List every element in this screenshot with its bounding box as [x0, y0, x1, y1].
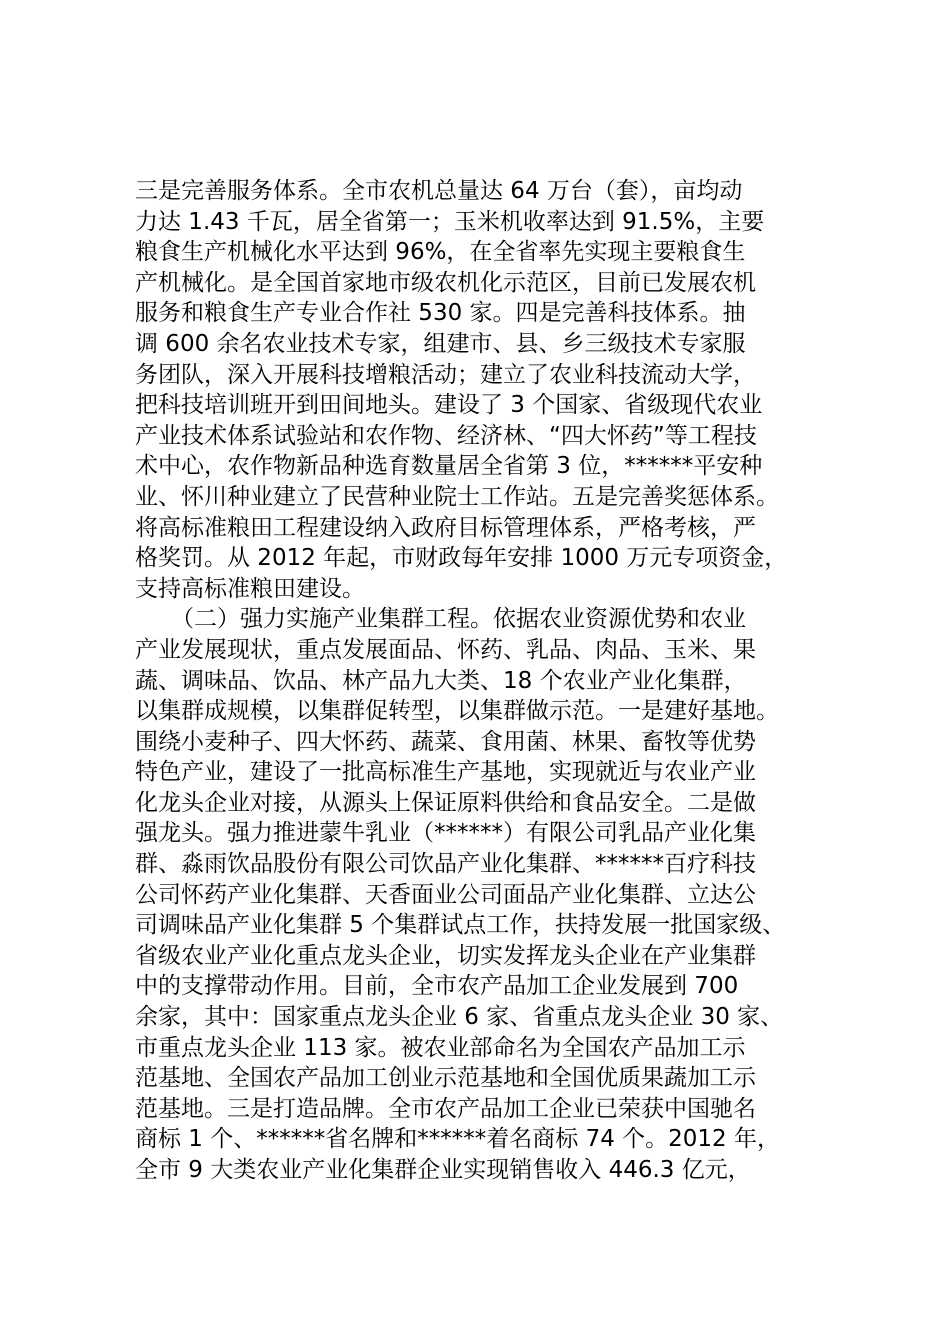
- text-line: 群、淼雨饮品股份有限公司饮品产业化集群、******百疗科技: [135, 851, 756, 878]
- text-line: 全市 9 大类农业产业化集群企业实现销售收入 446.3 亿元，: [135, 1157, 751, 1183]
- text-line: 产业发展现状，重点发展面品、怀药、乳品、肉品、玉米、果: [135, 636, 756, 663]
- text-line: 务团队，深入开展科技增粮活动；建立了农业科技流动大学，: [135, 361, 756, 388]
- text-line: 范基地。三是打造品牌。全市农产品加工企业已荣获中国驰名: [135, 1095, 756, 1122]
- text-line: 蔬、调味品、饮品、林产品九大类、18 个农业产业化集群，: [135, 667, 747, 694]
- text-line: 强龙头。强力推进蒙牛乳业（******）有限公司乳品产业化集: [135, 820, 756, 847]
- text-line: 力达 1.43 千瓦，居全省第一；玉米机收率达到 91.5%，主要: [135, 208, 765, 235]
- text-line: 支持高标准粮田建设。: [135, 575, 365, 602]
- text-line: 商标 1 个、******省名牌和******着名商标 74 个。2012 年，: [135, 1126, 780, 1153]
- text-line: 市重点龙头企业 113 家。被农业部命名为全国农产品加工示: [135, 1034, 746, 1061]
- text-line: 业、怀川种业建立了民营种业院士工作站。五是完善奖惩体系。: [135, 483, 779, 510]
- text-line: 围绕小麦种子、四大怀药、蔬菜、食用菌、林果、畜牧等优势: [135, 728, 756, 755]
- text-line: 将高标准粮田工程建设纳入政府目标管理体系，严格考核，严: [135, 514, 756, 541]
- text-line: 把科技培训班开到田间地头。建设了 3 个国家、省级现代农业: [135, 392, 763, 419]
- text-line: 三是完善服务体系。全市农机总量达 64 万台（套），亩均动: [135, 178, 743, 204]
- text-line: 中的支撑带动作用。目前，全市农产品加工企业发展到 700: [135, 973, 739, 1000]
- text-line: 化龙头企业对接，从源头上保证原料供给和食品安全。二是做: [135, 789, 756, 816]
- text-line: 范基地、全国农产品加工创业示范基地和全国优质果蔬加工示: [135, 1065, 756, 1092]
- text-line: 余家，其中：国家重点龙头企业 6 家、省重点龙头企业 30 家、: [135, 1004, 784, 1031]
- text-line: 服务和粮食生产专业合作社 530 家。四是完善科技体系。抽: [135, 300, 746, 327]
- text-line: 术中心，农作物新品种选育数量居全省第 3 位，******平安种: [135, 453, 763, 480]
- text-line: 特色产业，建设了一批高标准生产基地，实现就近与农业产业: [135, 759, 756, 786]
- text-line: 公司怀药产业化集群、天香面业公司面品产业化集群、立达公: [135, 881, 756, 908]
- text-line: 调 600 余名农业技术专家，组建市、县、乡三级技术专家服: [135, 330, 746, 357]
- text-line: 以集群成规模，以集群促转型，以集群做示范。一是建好基地。: [135, 698, 779, 725]
- text-line: 产业技术体系试验站和农作物、经济林、“四大怀药”等工程技: [135, 422, 757, 449]
- text-line: 产机械化。是全国首家地市级农机化示范区，目前已发展农机: [135, 269, 756, 296]
- text-line: 省级农业产业化重点龙头企业，切实发挥龙头企业在产业集群: [135, 942, 756, 969]
- text-line: 格奖罚。从 2012 年起，市财政每年安排 1000 万元专项资金，: [135, 545, 788, 572]
- section-heading-line: （二）强力实施产业集群工程。依据农业资源优势和农业: [171, 606, 746, 633]
- body-text: [135, 176, 855, 1186]
- text-line: 司调味品产业化集群 5 个集群试点工作，扶持发展一批国家级、: [135, 912, 786, 939]
- text-line: 粮食生产机械化水平达到 96%，在全省率先实现主要粮食生: [135, 239, 746, 266]
